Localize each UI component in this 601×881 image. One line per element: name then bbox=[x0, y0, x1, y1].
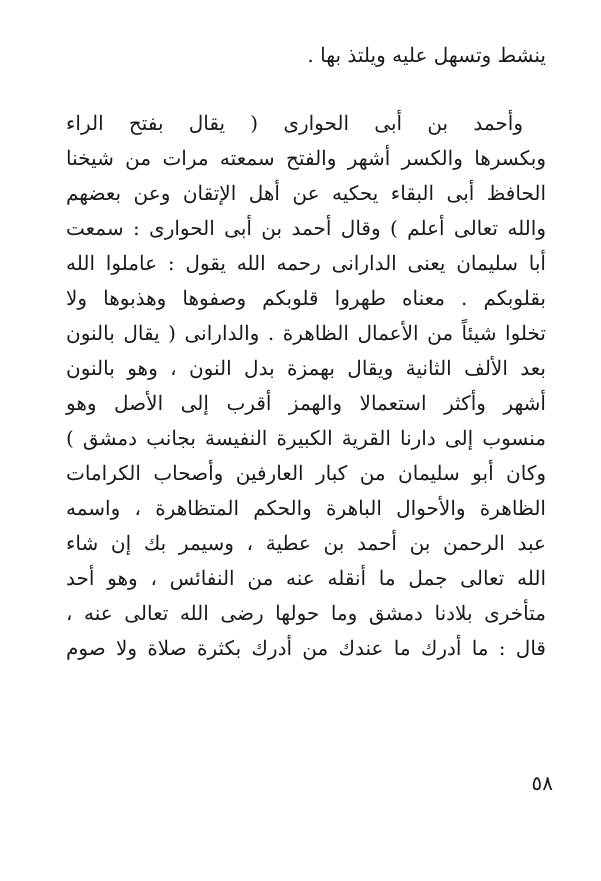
paragraph-line-15: متأخرى بلادنا دمشق وما حولها رضى الله تعالى عنه ، bbox=[66, 601, 546, 625]
paragraph-line-8: بعد الألف الثانية ويقال بهمزة بدل النون ، وهو بالنون bbox=[66, 356, 546, 380]
paragraph-line-4: والله تعالى أعلم ) وقال أحمد بن أبى الحوارى : سمعت bbox=[66, 216, 546, 240]
paragraph-line-9: أشهر وأكثر استعمالا والهمز أقرب إلى الأصل وهو bbox=[66, 391, 546, 415]
paragraph-line-12: الظاهرة والأحوال الباهرة والحكم المتظاهرة ، واسمه bbox=[66, 496, 546, 520]
paragraph-line-3: الحافظ أبى البقاء يحكيه عن أهل الإتقان وعن بعضهم bbox=[66, 181, 546, 205]
paragraph-line-5: أبا سليمان يعنى الدارانى رحمه الله يقول : عاملوا الله bbox=[66, 251, 546, 275]
paragraph-line-6: بقلوبكم . معناه طهروا قلوبكم وصفوها وهذبوها ولا bbox=[66, 286, 546, 310]
text-line-1: ينشط وتسهل عليه ويلتذ بها . bbox=[307, 43, 546, 67]
paragraph-line-1: وأحمد بن أبى الحوارى ( يقال بفتح الراء bbox=[66, 111, 523, 135]
page-number: ٥٨ bbox=[531, 771, 553, 795]
paragraph-line-10: منسوب إلى دارنا القرية الكبيرة النفيسة بجانب دمشق ) bbox=[66, 426, 546, 450]
paragraph-line-2: وبكسرها والكسر أشهر والفتح سمعته مرات من شيخنا bbox=[66, 146, 546, 170]
paragraph-line-11: وكان أبو سليمان من كبار العارفين وأصحاب الكرامات bbox=[66, 461, 546, 485]
paragraph-line-7: تخلوا شيئاً من الأعمال الظاهرة . والدارانى ( يقال بالنون bbox=[66, 321, 546, 345]
paragraph-line-13: عبد الرحمن بن أحمد بن عطية ، وسيمر بك إن شاء bbox=[66, 531, 546, 555]
paragraph-line-14: الله تعالى جمل ما أنقله عنه من النفائس ، وهو أحد bbox=[66, 566, 546, 590]
paragraph-line-16: قال : ما أدرك ما عندك من أدرك بكثرة صلاة ولا صوم bbox=[66, 636, 546, 660]
